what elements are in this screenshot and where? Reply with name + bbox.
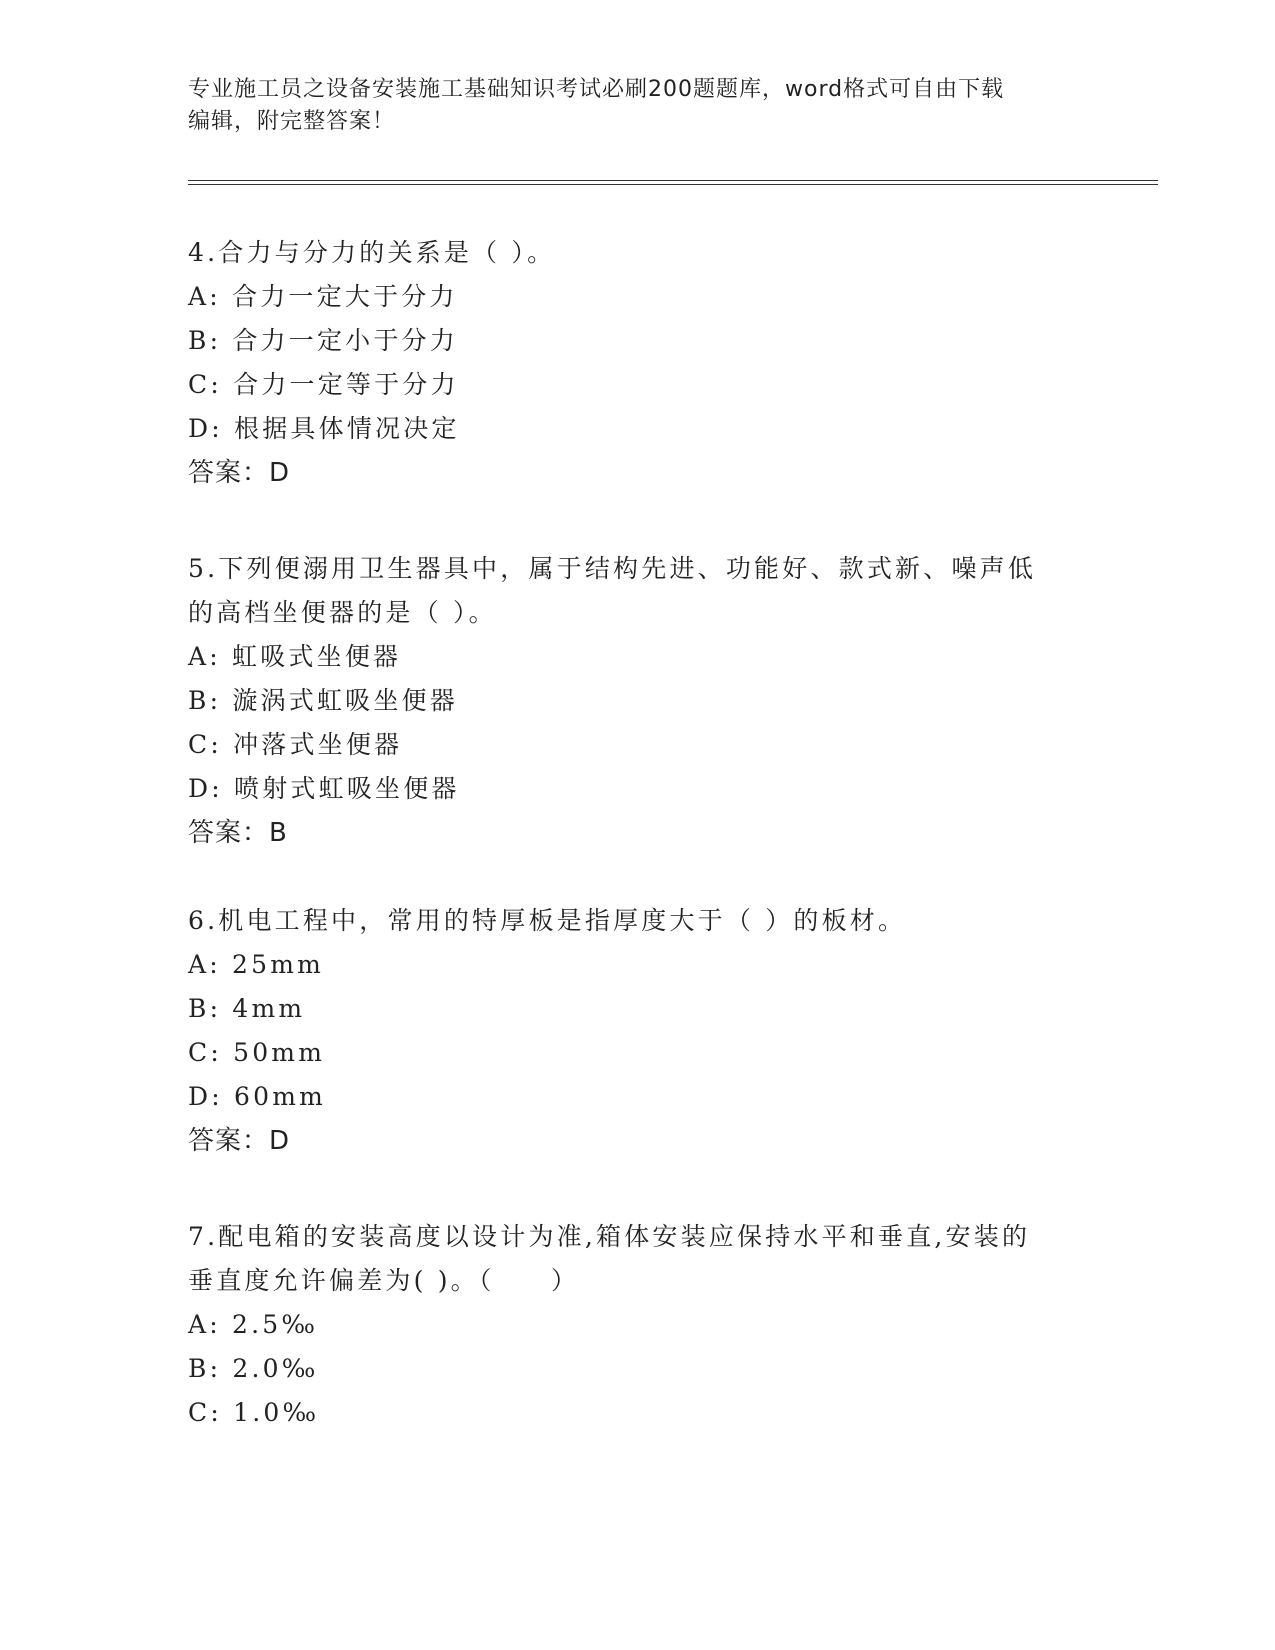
question-6-option-b: B: 4mm: [188, 994, 306, 1023]
document-header: [188, 74, 1068, 138]
header-line-1: 专业施工员之设备安装施工基础知识考试必刷200题题库，word格式可自由下载: [188, 77, 1005, 102]
question-5-option-a: A: 虹吸式坐便器: [188, 642, 402, 671]
question-5-answer: 答案：B: [188, 818, 288, 848]
question-7-option-c: C: 1.0‰: [188, 1398, 320, 1427]
question-4-option-b: B: 合力一定小于分力: [188, 326, 458, 355]
question-6-option-c: C: 50mm: [188, 1038, 326, 1067]
question-4-stem: 4.合力与分力的关系是（ ）。: [188, 238, 556, 267]
question-5-stem-line-1: 5.下列便溺用卫生器具中，属于结构先进、功能好、款式新、噪声低: [188, 554, 1037, 583]
question-4-answer: 答案：D: [188, 458, 291, 488]
question-7-option-b: B: 2.0‰: [188, 1354, 319, 1383]
question-7-stem-line-2: 垂直度允许偏差为( )。（ ）: [188, 1266, 580, 1295]
question-6-option-a: A: 25mm: [188, 950, 325, 979]
question-5-option-c: C: 冲落式坐便器: [188, 730, 403, 759]
question-6-stem: 6.机电工程中，常用的特厚板是指厚度大于（ ）的板材。: [188, 906, 907, 935]
header-line-2: 编辑，附完整答案！: [188, 109, 396, 134]
question-5-option-d: D: 喷射式虹吸坐便器: [188, 774, 460, 803]
question-4-option-c: C: 合力一定等于分力: [188, 370, 459, 399]
question-5-stem-line-2: 的高档坐便器的是（ ）。: [188, 598, 497, 627]
question-6-option-d: D: 60mm: [188, 1082, 327, 1111]
question-7-stem-line-1: 7.配电箱的安装高度以设计为准,箱体安装应保持水平和垂直,安装的: [188, 1222, 1031, 1251]
question-6-answer: 答案：D: [188, 1126, 291, 1156]
question-5-option-b: B: 漩涡式虹吸坐便器: [188, 686, 458, 715]
header-rule-top: [188, 180, 1158, 181]
question-7-option-a: A: 2.5‰: [188, 1310, 319, 1339]
header-rule-bottom: [188, 184, 1158, 185]
question-4-option-d: D: 根据具体情况决定: [188, 414, 460, 443]
question-4-option-a: A: 合力一定大于分力: [188, 282, 458, 311]
